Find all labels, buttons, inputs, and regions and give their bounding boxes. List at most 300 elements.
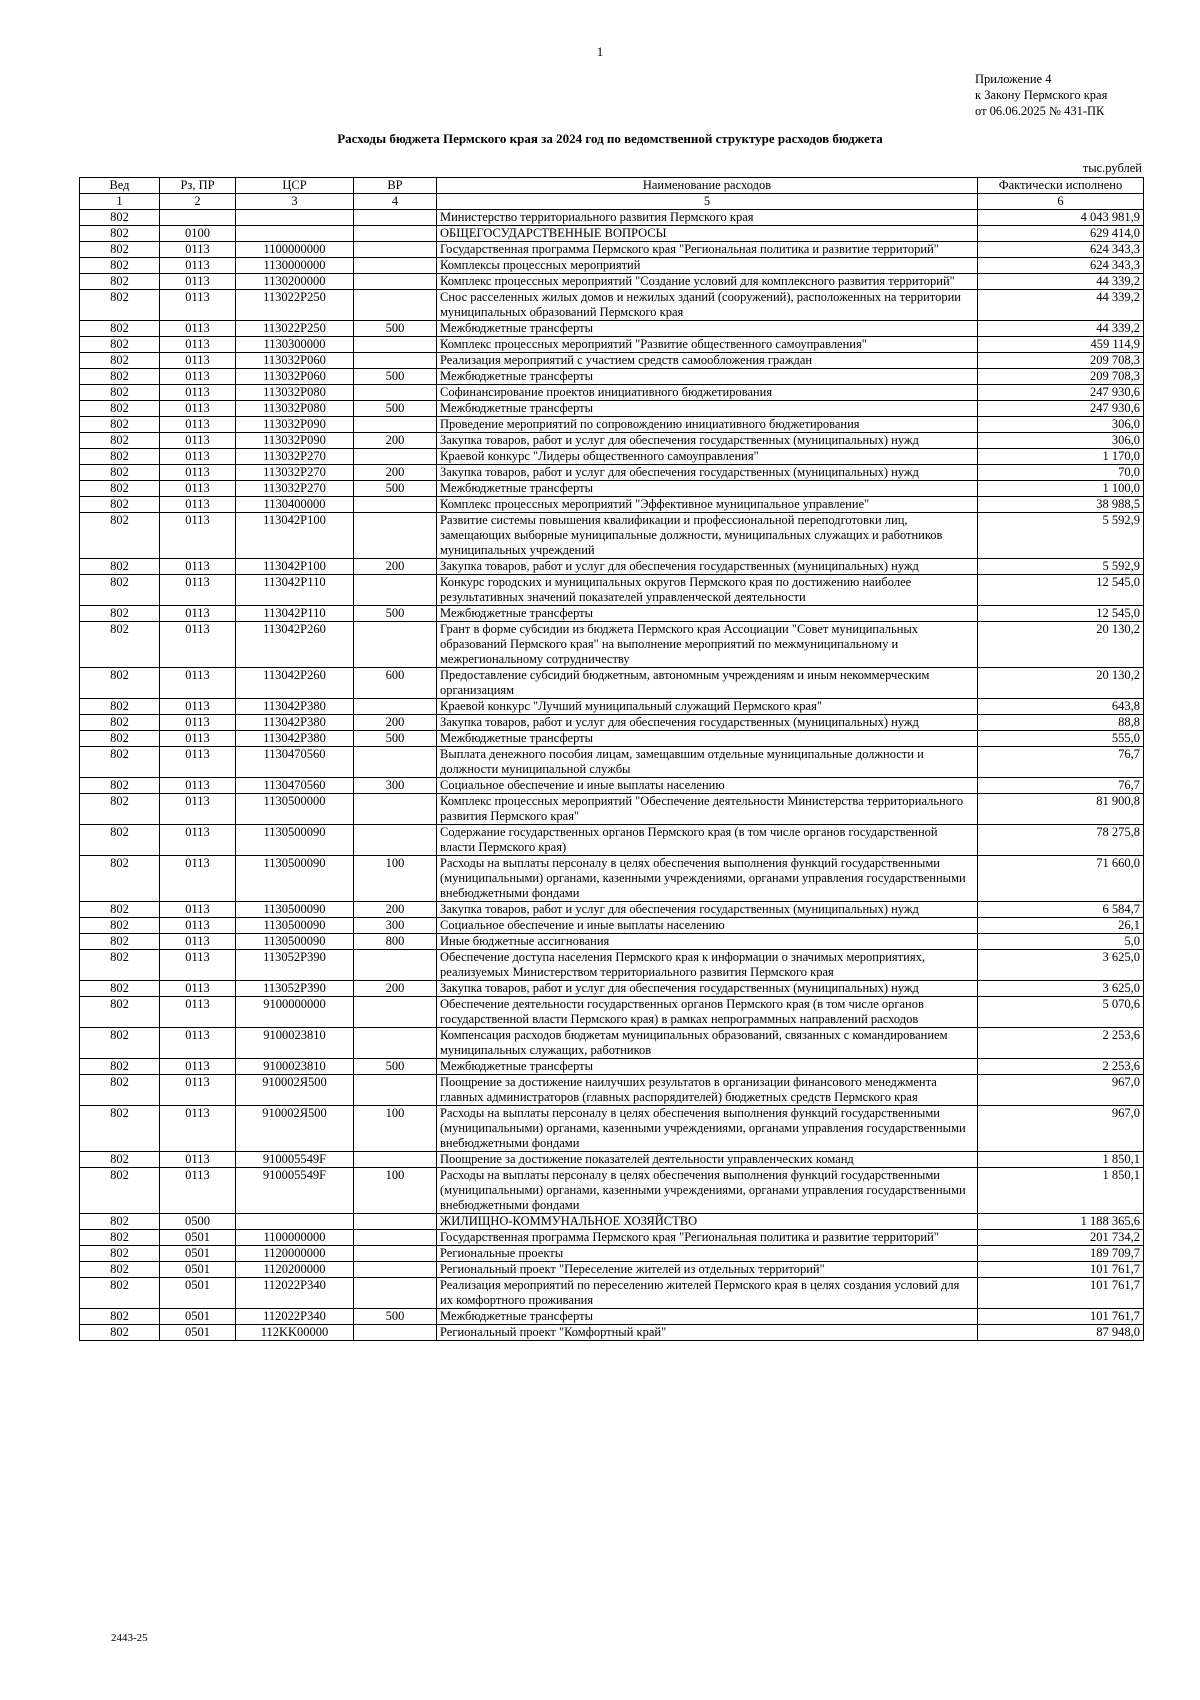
- table-row: [80, 210, 1144, 226]
- cell-rz: 0113: [160, 433, 236, 449]
- cell-vr: [354, 1214, 437, 1230]
- cell-amount: 5 592,9: [978, 513, 1144, 559]
- cell-amount: 44 339,2: [978, 290, 1144, 321]
- cell-vr: 200: [354, 465, 437, 481]
- cell-amount: 967,0: [978, 1106, 1144, 1152]
- cell-ved: 802: [80, 385, 160, 401]
- cell-vr: 500: [354, 1059, 437, 1075]
- cell-vr: [354, 258, 437, 274]
- cell-csr: 9100023810: [236, 1059, 354, 1075]
- cell-amount: 26,1: [978, 918, 1144, 934]
- cell-vr: 200: [354, 559, 437, 575]
- cell-ved: 802: [80, 1059, 160, 1075]
- cell-csr: 113022P250: [236, 290, 354, 321]
- cell-ved: 802: [80, 258, 160, 274]
- cell-name: ЖИЛИЩНО-КОММУНАЛЬНОЕ ХОЗЯЙСТВО: [437, 1214, 978, 1230]
- cell-vr: [354, 1262, 437, 1278]
- cell-amount: 6 584,7: [978, 902, 1144, 918]
- cell-name: Социальное обеспечение и иные выплаты населению: [437, 918, 978, 934]
- cell-name: Закупка товаров, работ и услуг для обеспечения государственных (муниципальных) нужд: [437, 981, 978, 997]
- cell-vr: [354, 997, 437, 1028]
- cell-vr: [354, 1325, 437, 1341]
- cell-ved: 802: [80, 794, 160, 825]
- cell-vr: [354, 513, 437, 559]
- cell-name: Грант в форме субсидии из бюджета Пермского края Ассоциации "Совет муниципальных образований Пермского края" на выполнение мероприятий по межмуниципальному и межрегиональному сотрудничеству: [437, 622, 978, 668]
- cell-rz: 0113: [160, 497, 236, 513]
- cell-name: Конкурс городских и муниципальных округов Пермского края по достижению наиболее результативных значений показателей управленческой деятельности: [437, 575, 978, 606]
- cell-amount: 20 130,2: [978, 622, 1144, 668]
- cell-vr: [354, 950, 437, 981]
- cell-vr: 500: [354, 321, 437, 337]
- table-row: [80, 856, 1144, 902]
- cell-name: Государственная программа Пермского края "Региональная политика и развитие территорий": [437, 242, 978, 258]
- cell-rz: 0113: [160, 997, 236, 1028]
- column-header: Фактически исполнено: [978, 178, 1144, 194]
- cell-amount: 306,0: [978, 417, 1144, 433]
- cell-vr: [354, 1028, 437, 1059]
- table-row: [80, 417, 1144, 433]
- cell-amount: 5 592,9: [978, 559, 1144, 575]
- table-row: [80, 385, 1144, 401]
- column-number: 4: [354, 194, 437, 210]
- cell-csr: 113032P080: [236, 401, 354, 417]
- cell-name: Обеспечение деятельности государственных органов Пермского края (в том числе органов государственной власти Пермского края) в рамках непрограммных направлений расходов: [437, 997, 978, 1028]
- cell-csr: 1130500090: [236, 902, 354, 918]
- cell-rz: 0113: [160, 715, 236, 731]
- cell-vr: 300: [354, 918, 437, 934]
- column-number: 5: [437, 194, 978, 210]
- cell-csr: 910002Я500: [236, 1075, 354, 1106]
- cell-name: Социальное обеспечение и иные выплаты населению: [437, 778, 978, 794]
- cell-rz: 0113: [160, 902, 236, 918]
- cell-name: Межбюджетные трансферты: [437, 481, 978, 497]
- cell-amount: 3 625,0: [978, 981, 1144, 997]
- cell-name: Закупка товаров, работ и услуг для обеспечения государственных (муниципальных) нужд: [437, 559, 978, 575]
- cell-ved: 802: [80, 997, 160, 1028]
- header-row: [80, 178, 1144, 194]
- cell-vr: 100: [354, 856, 437, 902]
- cell-name: Министерство территориального развития Пермского края: [437, 210, 978, 226]
- cell-csr: 113032P060: [236, 353, 354, 369]
- table-row: [80, 622, 1144, 668]
- cell-vr: [354, 1152, 437, 1168]
- cell-rz: 0113: [160, 825, 236, 856]
- cell-rz: 0501: [160, 1325, 236, 1341]
- cell-vr: 500: [354, 481, 437, 497]
- cell-amount: 2 253,6: [978, 1028, 1144, 1059]
- cell-rz: 0113: [160, 274, 236, 290]
- cell-name: Межбюджетные трансферты: [437, 369, 978, 385]
- page-number: 1: [596, 44, 604, 59]
- cell-ved: 802: [80, 1152, 160, 1168]
- column-header: Рз, ПР: [160, 178, 236, 194]
- cell-amount: 44 339,2: [978, 274, 1144, 290]
- cell-csr: 113052P390: [236, 981, 354, 997]
- cell-amount: 624 343,3: [978, 258, 1144, 274]
- cell-ved: 802: [80, 1106, 160, 1152]
- cell-csr: 113042P110: [236, 606, 354, 622]
- cell-csr: 910005549F: [236, 1168, 354, 1214]
- cell-amount: 629 414,0: [978, 226, 1144, 242]
- cell-csr: 112022P340: [236, 1309, 354, 1325]
- cell-csr: 113042P100: [236, 559, 354, 575]
- cell-rz: 0113: [160, 258, 236, 274]
- cell-name: ОБЩЕГОСУДАРСТВЕННЫЕ ВОПРОСЫ: [437, 226, 978, 242]
- cell-name: Выплата денежного пособия лицам, замещавшим отдельные муниципальные должности и должности муниципальной службы: [437, 747, 978, 778]
- table-row: [80, 1152, 1144, 1168]
- cell-csr: 1130470560: [236, 778, 354, 794]
- cell-rz: 0113: [160, 778, 236, 794]
- cell-vr: [354, 210, 437, 226]
- cell-amount: 201 734,2: [978, 1230, 1144, 1246]
- cell-ved: 802: [80, 1246, 160, 1262]
- cell-ved: 802: [80, 369, 160, 385]
- table-row: [80, 337, 1144, 353]
- cell-name: Региональные проекты: [437, 1246, 978, 1262]
- cell-csr: 1130500090: [236, 934, 354, 950]
- cell-csr: 113042P380: [236, 731, 354, 747]
- table-row: [80, 1309, 1144, 1325]
- cell-csr: 113032P270: [236, 465, 354, 481]
- cell-vr: [354, 417, 437, 433]
- cell-csr: 9100023810: [236, 1028, 354, 1059]
- cell-ved: 802: [80, 825, 160, 856]
- cell-ved: 802: [80, 449, 160, 465]
- cell-amount: 209 708,3: [978, 369, 1144, 385]
- cell-amount: 189 709,7: [978, 1246, 1144, 1262]
- cell-amount: 247 930,6: [978, 385, 1144, 401]
- cell-ved: 802: [80, 290, 160, 321]
- table-row: [80, 731, 1144, 747]
- cell-vr: [354, 622, 437, 668]
- cell-name: Снос расселенных жилых домов и нежилых зданий (сооружений), расположенных на территории муниципальных образований Пермского края: [437, 290, 978, 321]
- cell-csr: 112KK00000: [236, 1325, 354, 1341]
- column-header: Наименование расходов: [437, 178, 978, 194]
- cell-amount: 70,0: [978, 465, 1144, 481]
- cell-name: Межбюджетные трансферты: [437, 401, 978, 417]
- cell-ved: 802: [80, 668, 160, 699]
- cell-ved: 802: [80, 934, 160, 950]
- cell-name: Краевой конкурс "Лидеры общественного самоуправления": [437, 449, 978, 465]
- cell-csr: 113042P260: [236, 668, 354, 699]
- cell-rz: 0113: [160, 242, 236, 258]
- cell-ved: 802: [80, 1028, 160, 1059]
- cell-csr: 113032P090: [236, 433, 354, 449]
- cell-vr: 200: [354, 902, 437, 918]
- cell-vr: 500: [354, 401, 437, 417]
- cell-amount: 5,0: [978, 934, 1144, 950]
- cell-rz: 0113: [160, 337, 236, 353]
- appendix-line: Приложение 4: [975, 72, 1052, 86]
- cell-vr: 300: [354, 778, 437, 794]
- cell-ved: 802: [80, 699, 160, 715]
- cell-ved: 802: [80, 481, 160, 497]
- cell-csr: 112022P340: [236, 1278, 354, 1309]
- cell-vr: [354, 242, 437, 258]
- table-row: [80, 1106, 1144, 1152]
- cell-amount: 81 900,8: [978, 794, 1144, 825]
- cell-name: Межбюджетные трансферты: [437, 731, 978, 747]
- cell-csr: 9100000000: [236, 997, 354, 1028]
- table-row: [80, 1246, 1144, 1262]
- cell-rz: 0113: [160, 747, 236, 778]
- cell-csr: 1100000000: [236, 1230, 354, 1246]
- cell-amount: 624 343,3: [978, 242, 1144, 258]
- table-row: [80, 778, 1144, 794]
- cell-amount: 20 130,2: [978, 668, 1144, 699]
- cell-name: Комплексы процессных мероприятий: [437, 258, 978, 274]
- table-row: [80, 433, 1144, 449]
- cell-name: Комплекс процессных мероприятий "Эффективное муниципальное управление": [437, 497, 978, 513]
- cell-name: Комплекс процессных мероприятий "Развитие общественного самоуправления": [437, 337, 978, 353]
- cell-amount: 5 070,6: [978, 997, 1144, 1028]
- cell-ved: 802: [80, 1325, 160, 1341]
- cell-ved: 802: [80, 950, 160, 981]
- cell-ved: 802: [80, 417, 160, 433]
- cell-ved: 802: [80, 321, 160, 337]
- cell-rz: 0113: [160, 417, 236, 433]
- cell-name: Компенсация расходов бюджетам муниципальных образований, связанных с командированием муниципальных служащих, работников: [437, 1028, 978, 1059]
- document-code: 2443-25: [111, 1632, 148, 1644]
- cell-amount: 44 339,2: [978, 321, 1144, 337]
- cell-vr: 500: [354, 369, 437, 385]
- cell-rz: 0113: [160, 699, 236, 715]
- cell-name: Иные бюджетные ассигнования: [437, 934, 978, 950]
- cell-rz: 0113: [160, 369, 236, 385]
- column-header: Вед: [80, 178, 160, 194]
- cell-rz: 0501: [160, 1309, 236, 1325]
- table-row: [80, 699, 1144, 715]
- table-row: [80, 1059, 1144, 1075]
- table-row: [80, 606, 1144, 622]
- budget-table: [79, 177, 1144, 1341]
- cell-ved: 802: [80, 401, 160, 417]
- document-title: Расходы бюджета Пермского края за 2024 год по ведомственной структуре расходов бюджета: [337, 131, 883, 146]
- cell-ved: 802: [80, 433, 160, 449]
- cell-csr: 113032P060: [236, 369, 354, 385]
- cell-csr: 113052P390: [236, 950, 354, 981]
- cell-csr: 1120200000: [236, 1262, 354, 1278]
- cell-rz: 0113: [160, 1059, 236, 1075]
- cell-amount: 101 761,7: [978, 1278, 1144, 1309]
- cell-csr: 1100000000: [236, 242, 354, 258]
- cell-ved: 802: [80, 1262, 160, 1278]
- cell-name: Межбюджетные трансферты: [437, 1309, 978, 1325]
- cell-ved: 802: [80, 747, 160, 778]
- cell-vr: [354, 575, 437, 606]
- cell-rz: 0100: [160, 226, 236, 242]
- cell-vr: [354, 226, 437, 242]
- cell-rz: 0113: [160, 481, 236, 497]
- cell-csr: 1130500000: [236, 794, 354, 825]
- table-row: [80, 575, 1144, 606]
- cell-rz: 0113: [160, 465, 236, 481]
- cell-rz: 0113: [160, 856, 236, 902]
- cell-ved: 802: [80, 981, 160, 997]
- cell-ved: 802: [80, 622, 160, 668]
- cell-name: Реализация мероприятий по переселению жителей Пермского края в целях создания условий для их комфортного проживания: [437, 1278, 978, 1309]
- cell-csr: 113042P260: [236, 622, 354, 668]
- cell-vr: 500: [354, 731, 437, 747]
- cell-vr: 200: [354, 715, 437, 731]
- column-number: 3: [236, 194, 354, 210]
- cell-name: Региональный проект "Комфортный край": [437, 1325, 978, 1341]
- cell-csr: 113042P100: [236, 513, 354, 559]
- cell-amount: 12 545,0: [978, 606, 1144, 622]
- table-row: [80, 1278, 1144, 1309]
- table-row: [80, 274, 1144, 290]
- table-row: [80, 369, 1144, 385]
- table-row: [80, 825, 1144, 856]
- cell-ved: 802: [80, 559, 160, 575]
- table-row: [80, 950, 1144, 981]
- cell-amount: 209 708,3: [978, 353, 1144, 369]
- cell-name: Государственная программа Пермского края "Региональная политика и развитие территорий": [437, 1230, 978, 1246]
- table-row: [80, 1028, 1144, 1059]
- cell-amount: 459 114,9: [978, 337, 1144, 353]
- table-row: [80, 242, 1144, 258]
- cell-amount: 76,7: [978, 778, 1144, 794]
- table-row: [80, 794, 1144, 825]
- table-row: [80, 747, 1144, 778]
- table-row: [80, 997, 1144, 1028]
- cell-amount: 967,0: [978, 1075, 1144, 1106]
- cell-rz: 0113: [160, 668, 236, 699]
- cell-name: Комплекс процессных мероприятий "Создание условий для комплексного развития территорий": [437, 274, 978, 290]
- table-row: [80, 1230, 1144, 1246]
- table-row: [80, 290, 1144, 321]
- cell-ved: 802: [80, 274, 160, 290]
- cell-csr: 1130500090: [236, 856, 354, 902]
- cell-name: Расходы на выплаты персоналу в целях обеспечения выполнения функций государственными (муниципальными) органами, казенными учреждениями, органами управления государственными внебюджетными фондами: [437, 1168, 978, 1214]
- cell-rz: 0113: [160, 559, 236, 575]
- cell-rz: 0113: [160, 1028, 236, 1059]
- cell-rz: 0113: [160, 449, 236, 465]
- cell-vr: 100: [354, 1168, 437, 1214]
- cell-rz: 0113: [160, 918, 236, 934]
- cell-rz: [160, 210, 236, 226]
- cell-name: Межбюджетные трансферты: [437, 606, 978, 622]
- cell-rz: 0113: [160, 385, 236, 401]
- table-row: [80, 934, 1144, 950]
- cell-name: Межбюджетные трансферты: [437, 1059, 978, 1075]
- cell-rz: 0113: [160, 1106, 236, 1152]
- cell-name: Развитие системы повышения квалификации и профессиональной переподготовки лиц, замещающих выборные муниципальные должности, муниципальных служащих и работников муниципальных учреждений: [437, 513, 978, 559]
- cell-ved: 802: [80, 513, 160, 559]
- table-row: [80, 559, 1144, 575]
- cell-ved: 802: [80, 731, 160, 747]
- cell-rz: 0501: [160, 1262, 236, 1278]
- cell-rz: 0113: [160, 606, 236, 622]
- column-number: 2: [160, 194, 236, 210]
- cell-name: Закупка товаров, работ и услуг для обеспечения государственных (муниципальных) нужд: [437, 433, 978, 449]
- cell-vr: [354, 794, 437, 825]
- cell-name: Закупка товаров, работ и услуг для обеспечения государственных (муниципальных) нужд: [437, 902, 978, 918]
- appendix-line: от 06.06.2025 № 431-ПК: [975, 104, 1105, 118]
- cell-name: Расходы на выплаты персоналу в целях обеспечения выполнения функций государственными (муниципальными) органами, казенными учреждениями, органами управления государственными внебюджетными фондами: [437, 1106, 978, 1152]
- cell-vr: [354, 337, 437, 353]
- cell-amount: 38 988,5: [978, 497, 1144, 513]
- cell-csr: 1130500090: [236, 825, 354, 856]
- cell-name: Проведение мероприятий по сопровождению инициативного бюджетирования: [437, 417, 978, 433]
- cell-ved: 802: [80, 856, 160, 902]
- cell-vr: [354, 385, 437, 401]
- cell-csr: 113032P080: [236, 385, 354, 401]
- cell-name: Поощрение за достижение показателей деятельности управленческих команд: [437, 1152, 978, 1168]
- cell-name: Реализация мероприятий с участием средств самообложения граждан: [437, 353, 978, 369]
- cell-vr: [354, 1230, 437, 1246]
- cell-name: Предоставление субсидий бюджетным, автономным учреждениям и иным некоммерческим организациям: [437, 668, 978, 699]
- cell-rz: 0113: [160, 401, 236, 417]
- cell-csr: 113032P270: [236, 449, 354, 465]
- cell-ved: 802: [80, 1075, 160, 1106]
- cell-amount: 101 761,7: [978, 1309, 1144, 1325]
- cell-rz: 0500: [160, 1214, 236, 1230]
- cell-amount: 12 545,0: [978, 575, 1144, 606]
- cell-name: Софинансирование проектов инициативного бюджетирования: [437, 385, 978, 401]
- cell-vr: [354, 825, 437, 856]
- cell-amount: 1 188 365,6: [978, 1214, 1144, 1230]
- cell-csr: 1130200000: [236, 274, 354, 290]
- cell-ved: 802: [80, 1230, 160, 1246]
- units-label: тыс.рублей: [1082, 161, 1142, 175]
- cell-csr: [236, 210, 354, 226]
- cell-rz: 0113: [160, 321, 236, 337]
- cell-ved: 802: [80, 242, 160, 258]
- cell-ved: 802: [80, 778, 160, 794]
- cell-csr: 113032P270: [236, 481, 354, 497]
- header-number-row: [80, 194, 1144, 210]
- cell-amount: 1 850,1: [978, 1152, 1144, 1168]
- cell-rz: 0113: [160, 1168, 236, 1214]
- cell-vr: 800: [354, 934, 437, 950]
- cell-name: Расходы на выплаты персоналу в целях обеспечения выполнения функций государственными (муниципальными) органами, казенными учреждениями, органами управления государственными внебюджетными фондами: [437, 856, 978, 902]
- cell-ved: 802: [80, 1214, 160, 1230]
- cell-amount: 643,8: [978, 699, 1144, 715]
- column-header: ЦСР: [236, 178, 354, 194]
- cell-rz: 0113: [160, 934, 236, 950]
- cell-vr: [354, 497, 437, 513]
- cell-rz: 0113: [160, 353, 236, 369]
- cell-csr: 113042P380: [236, 715, 354, 731]
- cell-csr: 113032P090: [236, 417, 354, 433]
- cell-name: Межбюджетные трансферты: [437, 321, 978, 337]
- cell-ved: 802: [80, 353, 160, 369]
- cell-amount: 306,0: [978, 433, 1144, 449]
- cell-rz: 0113: [160, 622, 236, 668]
- cell-csr: 113042P380: [236, 699, 354, 715]
- cell-ved: 802: [80, 918, 160, 934]
- cell-vr: [354, 1075, 437, 1106]
- cell-csr: 1130500090: [236, 918, 354, 934]
- cell-amount: 247 930,6: [978, 401, 1144, 417]
- column-number: 1: [80, 194, 160, 210]
- cell-csr: 113022P250: [236, 321, 354, 337]
- cell-name: Краевой конкурс "Лучший муниципальный служащий Пермского края": [437, 699, 978, 715]
- table-row: [80, 981, 1144, 997]
- cell-ved: 802: [80, 465, 160, 481]
- cell-ved: 802: [80, 226, 160, 242]
- cell-csr: 910002Я500: [236, 1106, 354, 1152]
- cell-name: Закупка товаров, работ и услуг для обеспечения государственных (муниципальных) нужд: [437, 715, 978, 731]
- cell-csr: 1130400000: [236, 497, 354, 513]
- table-row: [80, 513, 1144, 559]
- cell-name: Комплекс процессных мероприятий "Обеспечение деятельности Министерства территориального развития Пермского края": [437, 794, 978, 825]
- cell-ved: 802: [80, 1278, 160, 1309]
- cell-rz: 0113: [160, 290, 236, 321]
- cell-vr: 200: [354, 981, 437, 997]
- cell-rz: 0113: [160, 794, 236, 825]
